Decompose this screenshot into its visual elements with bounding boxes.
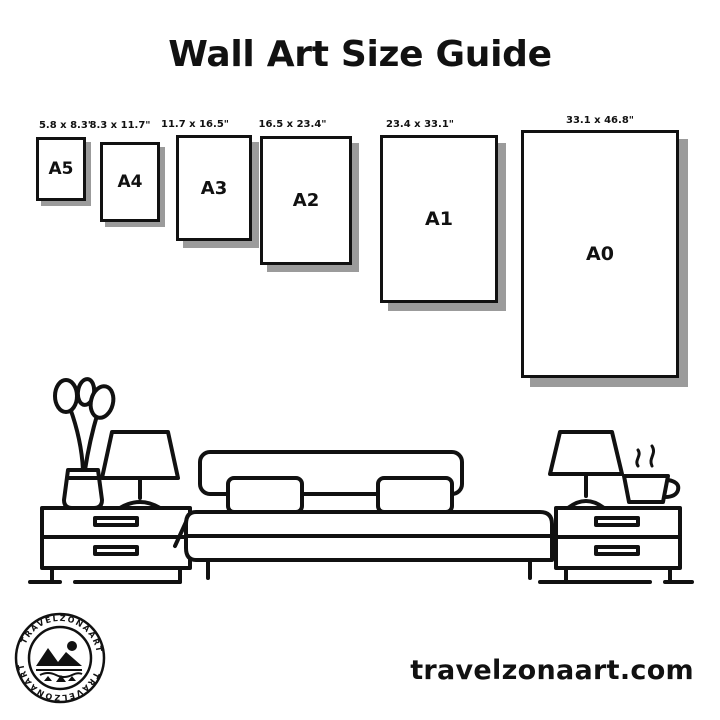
frame-a0 [521,130,679,378]
table-lamp-right [550,432,622,508]
steam-icon [651,446,654,466]
steam-icon [637,450,639,466]
dimension-label-a0: 33.1 x 46.8" [566,115,634,126]
coffee-cup [624,446,678,502]
frame-label-a4: A4 [117,172,143,192]
logo-text-top: TRAVELZONAART [19,613,104,655]
frame-a1 [380,135,498,303]
nightstand-right [556,508,680,582]
brand-logo [14,612,106,704]
pillow-right [378,478,452,512]
frame-label-a2: A2 [292,190,320,211]
frame-label-a1: A1 [425,208,453,230]
dimension-label-a3: 11.7 x 16.5" [161,119,229,130]
frame-a5 [36,137,86,201]
logo-text-bottom: TRAVELZONAART [16,661,101,703]
frame-a3 [176,135,252,241]
website-url: travelzonaart.com [410,655,694,686]
page-title: Wall Art Size Guide [168,34,552,75]
frame-a2 [260,136,352,265]
frame-label-a0: A0 [586,243,614,265]
frame-label-a3: A3 [200,177,228,199]
bedroom-scene [0,370,720,600]
size-chart [0,110,720,395]
dimension-label-a4: 8.3 x 11.7" [89,120,151,131]
pillow-left [228,478,302,512]
nightstand-left [42,508,190,582]
frame-a4 [100,142,160,222]
dimension-label-a1: 23.4 x 33.1" [386,119,454,130]
vase-with-flowers [55,378,117,508]
dimension-label-a5: 5.8 x 8.3" [38,120,94,131]
frame-label-a5: A5 [48,159,74,179]
dimension-label-a2: 16.5 x 23.4" [258,119,327,130]
table-lamp-left [102,432,178,508]
bed [175,452,552,578]
